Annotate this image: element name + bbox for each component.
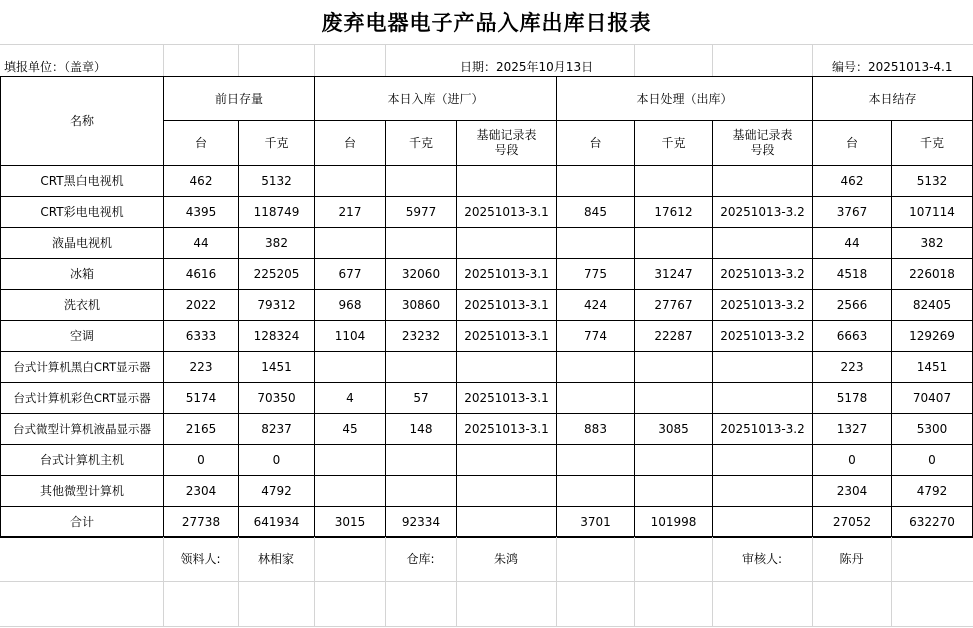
footer-empty-cell	[634, 537, 712, 581]
product-name-cell: 冰箱	[1, 259, 164, 290]
reviewer-name: 陈丹	[812, 537, 891, 581]
table-cell	[315, 166, 386, 197]
table-cell: 2022	[164, 290, 239, 321]
table-cell	[557, 228, 635, 259]
table-cell: 129269	[892, 321, 973, 352]
table-cell	[635, 228, 713, 259]
table-cell: 6333	[164, 321, 239, 352]
table-cell: 0	[892, 445, 973, 476]
table-row	[1, 352, 973, 383]
table-cell: 20251013-3.2	[713, 259, 813, 290]
header-closing: 本日结存	[813, 77, 973, 121]
table-row	[1, 228, 973, 259]
product-name-cell: CRT黑白电视机	[1, 166, 164, 197]
table-row	[1, 259, 973, 290]
table-cell	[315, 476, 386, 507]
table-cell: 20251013-3.1	[457, 259, 557, 290]
table-cell	[635, 445, 713, 476]
signature-table	[0, 537, 973, 627]
table-cell	[557, 352, 635, 383]
table-cell: 44	[813, 228, 892, 259]
header-prev-stock: 前日存量	[164, 77, 315, 121]
table-cell: 70350	[239, 383, 315, 414]
table-cell	[557, 383, 635, 414]
subheader-kg: 千克	[386, 121, 457, 166]
table-body	[1, 166, 973, 538]
receiver-name: 林相家	[238, 537, 314, 581]
reporting-unit: 填报单位：（盖章）	[4, 60, 107, 74]
table-cell: 79312	[239, 290, 315, 321]
table-cell: 82405	[892, 290, 973, 321]
footer-empty-cell	[891, 581, 973, 626]
table-cell: 0	[164, 445, 239, 476]
table-cell: 4792	[239, 476, 315, 507]
table-cell: 225205	[239, 259, 315, 290]
table-cell: 5300	[892, 414, 973, 445]
product-name-cell: 液晶电视机	[1, 228, 164, 259]
table-cell	[635, 352, 713, 383]
report-date: 日期：2025年10月13日	[460, 60, 594, 74]
table-cell: 424	[557, 290, 635, 321]
footer-empty-cell	[0, 537, 163, 581]
subheader-units: 台	[557, 121, 635, 166]
table-cell: 20251013-3.1	[457, 414, 557, 445]
product-name-cell: 台式计算机主机	[1, 445, 164, 476]
table-cell	[713, 166, 813, 197]
table-cell: 30860	[386, 290, 457, 321]
footer-empty-cell	[456, 581, 556, 626]
table-cell: 775	[557, 259, 635, 290]
table-cell: 4395	[164, 197, 239, 228]
table-row	[1, 476, 973, 507]
table-cell: 22287	[635, 321, 713, 352]
table-cell	[457, 445, 557, 476]
table-row	[1, 290, 973, 321]
subheader-kg: 千克	[239, 121, 315, 166]
subheader-record-no	[457, 121, 557, 166]
table-cell: 20251013-3.2	[713, 414, 813, 445]
table-cell: 128324	[239, 321, 315, 352]
table-cell: 2566	[813, 290, 892, 321]
product-name-cell: 合计	[1, 507, 164, 538]
table-cell	[713, 352, 813, 383]
product-name-cell: 台式微型计算机液晶显示器	[1, 414, 164, 445]
table-cell: 2165	[164, 414, 239, 445]
table-cell	[386, 166, 457, 197]
title-divider	[0, 44, 973, 45]
table-cell: 92334	[386, 507, 457, 538]
table-cell: 632270	[892, 507, 973, 538]
reviewer-label: 审核人:	[712, 537, 812, 581]
table-cell: 20251013-3.1	[457, 321, 557, 352]
table-cell	[713, 445, 813, 476]
table-cell: 23232	[386, 321, 457, 352]
footer-empty-cell	[712, 581, 812, 626]
table-row	[1, 445, 973, 476]
table-cell	[386, 476, 457, 507]
table-cell: 5132	[239, 166, 315, 197]
table-cell: 20251013-3.2	[713, 290, 813, 321]
footer-empty-cell	[163, 581, 238, 626]
subheader-kg: 千克	[635, 121, 713, 166]
table-cell: 0	[813, 445, 892, 476]
table-cell	[635, 166, 713, 197]
report-number: 编号：20251013-4.1	[832, 60, 953, 74]
subheader-record-no	[713, 121, 813, 166]
table-cell: 20251013-3.2	[713, 321, 813, 352]
table-cell	[635, 476, 713, 507]
table-cell: 8237	[239, 414, 315, 445]
table-cell: 45	[315, 414, 386, 445]
table-cell: 20251013-3.1	[457, 290, 557, 321]
table-cell: 5174	[164, 383, 239, 414]
table-cell: 27738	[164, 507, 239, 538]
table-cell: 1104	[315, 321, 386, 352]
table-cell: 17612	[635, 197, 713, 228]
table-cell	[457, 476, 557, 507]
table-cell: 845	[557, 197, 635, 228]
table-cell: 32060	[386, 259, 457, 290]
header-inbound: 本日入库（进厂）	[315, 77, 557, 121]
subheader-units: 台	[813, 121, 892, 166]
table-cell: 31247	[635, 259, 713, 290]
footer-empty-cell	[556, 537, 634, 581]
table-row	[1, 197, 973, 228]
table-cell: 382	[239, 228, 315, 259]
table-cell	[557, 166, 635, 197]
table-cell: 968	[315, 290, 386, 321]
table-cell	[713, 507, 813, 538]
table-row	[1, 166, 973, 197]
table-cell: 217	[315, 197, 386, 228]
table-cell: 3701	[557, 507, 635, 538]
table-cell: 44	[164, 228, 239, 259]
footer-empty-cell	[0, 581, 163, 626]
table-row	[1, 414, 973, 445]
table-cell: 20251013-3.1	[457, 383, 557, 414]
table-cell	[635, 383, 713, 414]
table-cell	[315, 352, 386, 383]
table-row	[1, 383, 973, 414]
table-cell: 4792	[892, 476, 973, 507]
product-name-cell: 台式计算机彩色CRT显示器	[1, 383, 164, 414]
table-cell: 6663	[813, 321, 892, 352]
table-cell: 57	[386, 383, 457, 414]
table-cell: 5178	[813, 383, 892, 414]
table-cell: 5977	[386, 197, 457, 228]
table-cell: 1327	[813, 414, 892, 445]
product-name-cell: CRT彩电电视机	[1, 197, 164, 228]
table-cell: 107114	[892, 197, 973, 228]
table-cell: 101998	[635, 507, 713, 538]
table-cell: 27052	[813, 507, 892, 538]
table-row	[1, 321, 973, 352]
warehouse-label: 仓库:	[385, 537, 456, 581]
total-row	[1, 507, 973, 538]
table-cell: 0	[239, 445, 315, 476]
table-cell: 382	[892, 228, 973, 259]
table-cell: 20251013-3.2	[713, 197, 813, 228]
receiver-label: 领料人:	[163, 537, 238, 581]
table-cell: 677	[315, 259, 386, 290]
table-cell: 5132	[892, 166, 973, 197]
table-cell: 4518	[813, 259, 892, 290]
table-cell: 70407	[892, 383, 973, 414]
table-cell: 1451	[239, 352, 315, 383]
table-cell: 2304	[164, 476, 239, 507]
table-cell: 641934	[239, 507, 315, 538]
table-cell: 462	[164, 166, 239, 197]
table-cell	[557, 445, 635, 476]
table-cell: 226018	[892, 259, 973, 290]
table-cell: 1451	[892, 352, 973, 383]
table-cell	[386, 228, 457, 259]
table-cell: 20251013-3.1	[457, 197, 557, 228]
table-cell: 883	[557, 414, 635, 445]
product-name-cell: 台式计算机黑白CRT显示器	[1, 352, 164, 383]
table-cell: 223	[164, 352, 239, 383]
warehouse-name: 朱鸿	[456, 537, 556, 581]
table-cell: 148	[386, 414, 457, 445]
footer-empty-cell	[812, 581, 891, 626]
inventory-table	[0, 76, 973, 538]
product-name-cell: 空调	[1, 321, 164, 352]
header-outbound: 本日处理（出库）	[557, 77, 813, 121]
table-cell	[386, 352, 457, 383]
product-name-cell: 洗衣机	[1, 290, 164, 321]
table-cell	[457, 352, 557, 383]
table-cell: 27767	[635, 290, 713, 321]
table-cell: 4	[315, 383, 386, 414]
subheader-record-no-text: 基础记录表号段	[732, 128, 793, 157]
table-cell: 2304	[813, 476, 892, 507]
footer-empty-cell	[385, 581, 456, 626]
footer-empty-cell	[556, 581, 634, 626]
footer-empty-cell	[314, 581, 385, 626]
table-cell	[557, 476, 635, 507]
header-name: 名称	[1, 77, 164, 166]
table-cell: 118749	[239, 197, 315, 228]
table-cell	[713, 228, 813, 259]
subheader-record-no-text: 基础记录表号段	[476, 128, 537, 157]
table-cell	[315, 228, 386, 259]
table-cell	[713, 383, 813, 414]
table-cell	[386, 445, 457, 476]
table-cell: 3015	[315, 507, 386, 538]
table-cell	[457, 166, 557, 197]
footer-empty-cell	[314, 537, 385, 581]
subheader-kg: 千克	[892, 121, 973, 166]
table-cell	[315, 445, 386, 476]
subheader-units: 台	[164, 121, 239, 166]
table-cell: 3085	[635, 414, 713, 445]
product-name-cell: 其他微型计算机	[1, 476, 164, 507]
table-cell	[713, 476, 813, 507]
table-cell: 462	[813, 166, 892, 197]
table-cell	[457, 507, 557, 538]
table-cell: 4616	[164, 259, 239, 290]
subheader-units: 台	[315, 121, 386, 166]
footer-empty-cell	[238, 581, 314, 626]
table-cell	[457, 228, 557, 259]
table-cell: 223	[813, 352, 892, 383]
table-cell: 3767	[813, 197, 892, 228]
table-cell: 774	[557, 321, 635, 352]
report-title: 废弃电器电子产品入库出库日报表	[321, 11, 652, 35]
footer-empty-cell	[634, 581, 712, 626]
footer-empty-cell	[891, 537, 973, 581]
